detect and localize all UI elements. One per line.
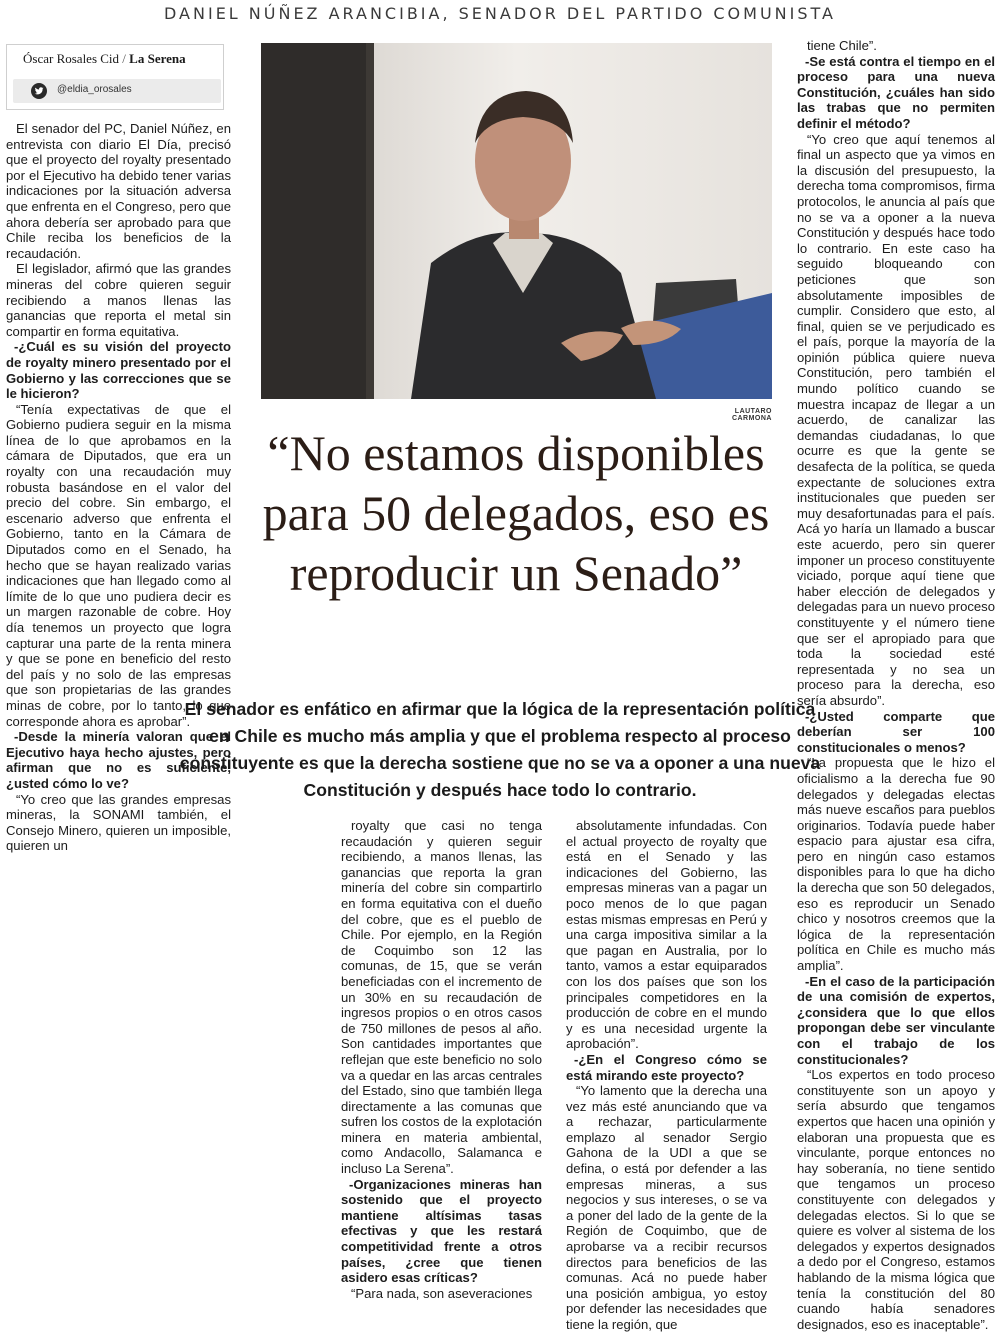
article-paragraph: absolutamente infundadas. Con el actual proyecto de royalty que está en el Senado y las indicaciones del Gobierno, las empresas mineras van a pagar un poco menos de lo que pagan estas mismas empresas en Perú y una carga impositiva similar a la que pagan en Australia, por lo tanto, vamos a estar equiparados con los dos países que son los principales competidores en la producción de cobre en el mundo y es una necesidad urgente la aprobación”. [566, 818, 767, 1052]
interview-question: - Se está contra el tiempo en el proceso para una nueva Constitución, ¿cuáles han sido las trabas que no permiten definir el método? [797, 54, 995, 132]
interview-question: - Organizaciones mineras han sostenido que el proyecto mantiene altísimas tasas efectivas y que les restará competitividad frente a otros países, ¿cree que tienen asidero esas críticas? [341, 1177, 542, 1286]
article-photo [261, 43, 772, 399]
article-column-2 [341, 818, 542, 1301]
byline-box [6, 44, 224, 110]
article-column-4 [797, 38, 995, 1332]
byline-city: La Serena [129, 51, 186, 66]
article-paragraph: “Los expertos en todo proceso constituyente son un apoyo y sería absurdo que tengamos expertos que hacen una opinión y elaboran una propuesta que es vinculante, porque entonces no hay soberanía, no tiene sentido que tengamos un proceso constituyente con delegados y delegadas electos. Si lo que se quiere es volver al sistema de los delegados y expertos designados a dedo por el Congreso, estamos hablando de la misma lógica que tenía la constitución del 80 cuando había senadores designados, eso es inaceptable”. [797, 1067, 995, 1332]
article-paragraph: El senador del PC, Daniel Núñez, en entrevista con diario El Día, precisó que el proyecto del royalty presentado por el Ejecutivo ha debido tener varias indicaciones por la situación adversa que enfrenta en el Congreso, pero que ahora debería ser aprobado para que Chile reciba los beneficios de la recaudación. [6, 121, 231, 261]
interview-question: - ¿Usted comparte que deberían ser 100 constitucionales o menos? [797, 709, 995, 756]
article-column-3 [566, 818, 767, 1333]
social-bar [13, 79, 221, 103]
article-paragraph: royalty que casi no tenga recaudación y quieren seguir recibiendo, a manos llenas, las ganancias que reporta la gran minería del cobre sin compartirlo en forma equitativa con el dueño del cobre, que es el pueblo de Chile. Por ejemplo, en la Región de Coquimbo son 12 las comunas, de 15, que se verán beneficiadas con el incremento de un 30% en su recaudación de ingresos propios o en otros casos de 750 millones de pesos al año. Son cantidades importantes que reflejan que este beneficio no solo va a quedar en las arcas centrales del Estado, sino que también llega directamente a las comunas que sufren los costos de la explotación minera en materia ambiental, como Andacollo, Salamanca e incluso La Serena”. [341, 818, 542, 1177]
article-paragraph: “Tenía expectativas de que el Gobierno pudiera seguir en la misma línea de lo que aprobamos en la cámara de Diputados, que era un royalty con una recaudación muy robusta basándose en el valor del precio del cobre. Sin embargo, el escenario adverso que enfrenta el Gobierno, tanto en la Cámara de Diputados como en el Senado, ha hecho que se hayan realizado varias indicaciones que han llegado como al límite de lo que uno pudiera decir es un margen razonable de cobre. Hoy día tenemos un proyecto que logra capturar una parte de la renta minera y que se pone en beneficio del resto del país y no solo de las empresas que son propietarias de las grandes minas de cobre, por lo tanto, lo que corresponde ahora es aprobar”. [6, 401, 231, 729]
twitter-icon [31, 83, 47, 99]
byline-separator: / [122, 51, 126, 66]
article-kicker: DANIEL NÚÑEZ ARANCIBIA, SENADOR DEL PARTIDO COMUNISTA [164, 4, 836, 23]
article-paragraph: “Para nada, son aseveraciones [351, 1285, 533, 1301]
photo-credit: LAUTARO CARMONA [731, 408, 772, 422]
article-paragraph: “Yo creo que aquí tenemos al final un aspecto que ya vimos en la discusión del presupuesto, la derecha toma compromisos, firma protocolos, le anuncia al país que no se va a oponer a la nueva Constitución y después hace todo lo contrario. En este caso ha seguido bloqueando con peticiones que son absolutamente imposibles de cumplir. Considero que esto, al final, quien se ve perjudicado es el país, porque la mayoría de la opinión pública quiere nueva Constitución, pero también el mundo político cuando se muestra incapaz de llegar a un acuerdo, de canalizar las demandas ciudadanas, lo que ocurre es que la gente se desafecta de la política, se queda expectante de soluciones extra institucionales que pueden ser muy desafortunadas para el país. Acá yo haría un llamado a buscar este acuerdo, pero sin querer imponer un proceso constituyente viciado, porque aquí tiene que haber elección de delegados y delegadas para un nuevo proceso constituyente y el número tiene que ser el apropiado para que toda la sociedad esté representada y no sea un proceso para la derecha, eso sería absurdo”. [797, 131, 996, 708]
headline: “No estamos disponibles para 50 delegados, eso es reproducir un Senado” [262, 425, 770, 601]
interview-question: - ¿Cuál es su visión del proyecto de royalty minero presentado por el Gobierno y las correcciones que se le hicieron? [6, 339, 231, 401]
article-paragraph: “Yo lamento que la derecha una vez más esté anunciando que va a rechazar, particularmente emplazo al senador Sergio Gahona de la UDI a que se defina, o está por defender a las empresas mineras, a sus negocios y sus intereses, o se va a poner del lado de la gente de la Región de Coquimbo, que de aprobarse va a recibir recursos directos para beneficios de las comunas. Acá no puede haber una posición ambigua, yo estoy por defender las necesidades que tiene la región, que [566, 1083, 767, 1332]
deck-summary: El senador es enfático en afirmar que la lógica de la representación política en Chile es mucho más amplia y que el problema respecto al proceso constituyente es que la derecha sostiene que no se va a oponer a una nueva Constitución y después hace todo lo contrario. [179, 699, 821, 800]
photo-senator-illustration [261, 43, 772, 399]
interview-question: - En el caso de la participación de una comisión de expertos, ¿considera que lo que ellos propongan debe ser vinculante con el trabajo de los constitucionales? [797, 974, 995, 1068]
byline [23, 51, 186, 67]
article-paragraph: tiene Chile”. [807, 38, 877, 53]
article-paragraph: “La propuesta que le hizo el oficialismo a la derecha fue 90 delegados y delegadas electas más nueve escaños para pueblos originarios. Todavía puede haber espacio para ajustar esa cifra, pero en ningún caso estamos disponibles para lo que ha dicho la derecha que son 50 delegados, eso es reproducir un Senado chico y nosotros creemos que la lógica de la representación política en Chile es mucho más amplia”. [797, 755, 995, 974]
social-handle: @eldia_orosales [57, 84, 132, 95]
author-name: Óscar Rosales Cid [23, 51, 120, 66]
article-paragraph: El legislador, afirmó que las grandes mineras del cobre quieren seguir recibiendo a manos llenas las ganancias que reporta el metal sin compartir en forma equitativa. [6, 261, 231, 339]
interview-question: - ¿En el Congreso cómo se está mirando este proyecto? [566, 1052, 767, 1083]
article-paragraph: “Yo creo que las grandes empresas mineras, la SONAMI también, el Consejo Minero, quieren un imposible, quieren un [6, 791, 231, 854]
interview-question: - Desde la minería valoran que el Ejecutivo haya hecho ajustes, pero afirman que no es suficiente, ¿usted cómo lo ve? [6, 729, 231, 791]
